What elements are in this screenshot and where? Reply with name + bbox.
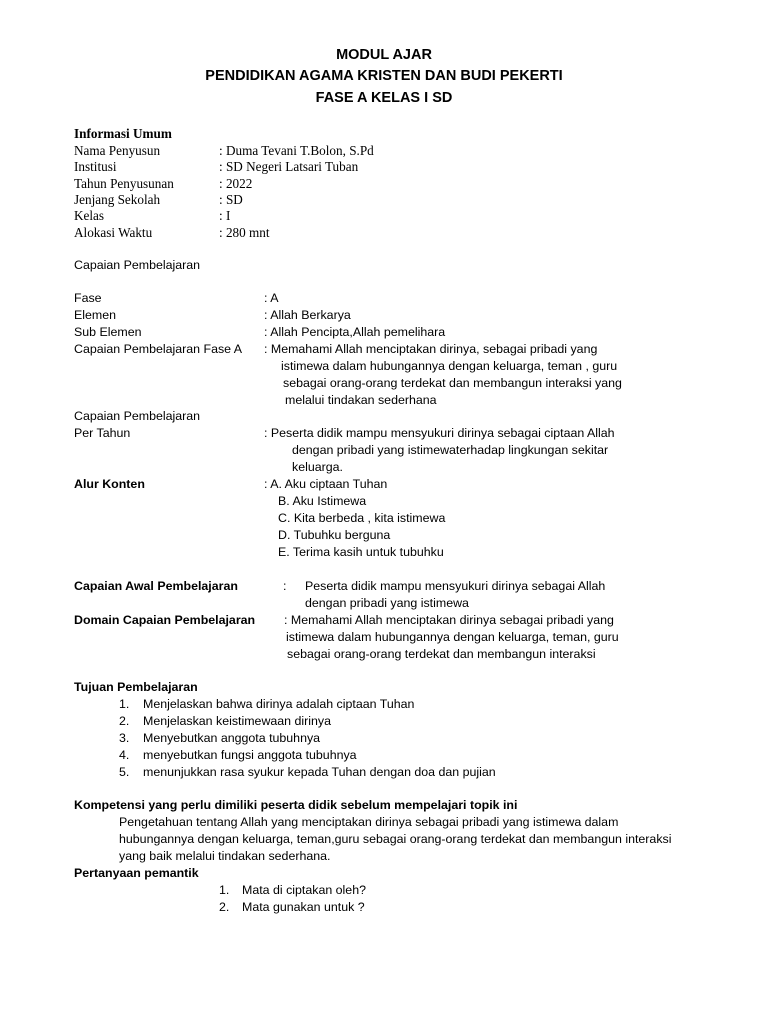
pemantik-heading: Pertanyaan pemantik bbox=[74, 866, 199, 880]
awal-colon: : bbox=[283, 579, 287, 593]
domain-cp-line: sebagai orang-orang terdekat dan membangun interaksi bbox=[287, 647, 596, 661]
capaian-heading: Capaian Pembelajaran bbox=[74, 258, 201, 272]
info-label: Jenjang Sekolah bbox=[74, 192, 161, 207]
cp-fase-label: Capaian Pembelajaran Fase A bbox=[74, 342, 243, 356]
tujuan-item: menunjukkan rasa syukur kepada Tuhan dengan doa dan pujian bbox=[143, 765, 496, 779]
elemen-value: : Allah Berkarya bbox=[264, 308, 351, 322]
cp-fase-line: istimewa dalam hubungannya dengan keluarga, teman , guru bbox=[281, 359, 618, 373]
domain-cp-label: Domain Capaian Pembelajaran bbox=[74, 613, 256, 627]
awal-line: Peserta didik mampu mensyukuri dirinya sebagai Allah bbox=[305, 579, 606, 593]
doc-title-line3: FASE A KELAS I SD bbox=[315, 90, 453, 106]
cp-fase-line: : Memahami Allah menciptakan dirinya, sebagai pribadi yang bbox=[264, 342, 598, 356]
info-value: : Duma Tevani T.Bolon, S.Pd bbox=[219, 143, 374, 158]
pemantik-num: 1. bbox=[219, 883, 230, 897]
elemen-label: Elemen bbox=[74, 308, 117, 322]
alur-item: E. Terima kasih untuk tubuhku bbox=[278, 545, 444, 559]
alur-konten-label: Alur Konten bbox=[74, 477, 145, 491]
info-umum-heading: Informasi Umum bbox=[74, 126, 172, 141]
doc-title-line1: MODUL AJAR bbox=[336, 47, 432, 63]
cp-tahun-line: keluarga. bbox=[292, 460, 343, 474]
awal-label: Capaian Awal Pembelajaran bbox=[74, 579, 238, 593]
alur-item: : A. Aku ciptaan Tuhan bbox=[264, 477, 388, 491]
kompetensi-line: hubungannya dengan keluarga, teman,guru sebagai orang-orang terdekat dan membangun interaksi bbox=[119, 832, 672, 846]
tujuan-item: Menjelaskan bahwa dirinya adalah ciptaan Tuhan bbox=[143, 697, 415, 711]
cp-tahun-line: : Peserta didik mampu mensyukuri dirinya sebagai ciptaan Allah bbox=[264, 426, 615, 440]
info-value: : SD Negeri Latsari Tuban bbox=[219, 159, 359, 174]
info-label: Nama Penyusun bbox=[74, 143, 161, 158]
pemantik-item: Mata gunakan untuk ? bbox=[242, 900, 365, 914]
tujuan-num: 1. bbox=[119, 697, 130, 711]
info-value: : 280 mnt bbox=[219, 225, 270, 240]
fase-value: : A bbox=[264, 291, 279, 305]
domain-cp-line: : Memahami Allah menciptakan dirinya sebagai pribadi yang bbox=[284, 613, 614, 627]
cp-tahun-line: dengan pribadi yang istimewaterhadap lingkungan sekitar bbox=[292, 443, 609, 457]
kompetensi-line: yang baik melalui tindakan sederhana. bbox=[119, 849, 331, 863]
cp-fase-line: sebagai orang-orang terdekat dan membangun interaksi yang bbox=[283, 376, 622, 390]
info-label: Alokasi Waktu bbox=[74, 225, 153, 240]
info-value: : I bbox=[219, 208, 231, 223]
kompetensi-line: Pengetahuan tentang Allah yang menciptakan dirinya sebagai pribadi yang istimewa dalam bbox=[119, 815, 619, 829]
sub-elemen-value: : Allah Pencipta,Allah pemelihara bbox=[264, 325, 446, 339]
sub-elemen-label: Sub Elemen bbox=[74, 325, 142, 339]
info-label: Tahun Penyusunan bbox=[74, 176, 174, 191]
tujuan-num: 5. bbox=[119, 765, 130, 779]
tujuan-num: 4. bbox=[119, 748, 130, 762]
alur-item: C. Kita berbeda , kita istimewa bbox=[278, 511, 446, 525]
alur-item: B. Aku Istimewa bbox=[278, 494, 367, 508]
alur-item: D. Tubuhku berguna bbox=[278, 528, 391, 542]
tujuan-num: 2. bbox=[119, 714, 130, 728]
fase-label: Fase bbox=[74, 291, 102, 305]
tujuan-item: menyebutkan fungsi anggota tubuhnya bbox=[143, 748, 357, 762]
info-label: Kelas bbox=[74, 208, 105, 223]
kompetensi-heading: Kompetensi yang perlu dimiliki peserta didik sebelum mempelajari topik ini bbox=[74, 798, 518, 812]
tujuan-num: 3. bbox=[119, 731, 130, 745]
pemantik-num: 2. bbox=[219, 900, 230, 914]
cp-tahun-label: Per Tahun bbox=[74, 426, 131, 440]
cp-fase-line: melalui tindakan sederhana bbox=[285, 393, 437, 407]
tujuan-item: Menyebutkan anggota tubuhnya bbox=[143, 731, 321, 745]
doc-title-line2: PENDIDIKAN AGAMA KRISTEN DAN BUDI PEKERTI bbox=[205, 68, 563, 84]
tujuan-heading: Tujuan Pembelajaran bbox=[74, 680, 198, 694]
domain-cp-line: istimewa dalam hubungannya dengan keluarga, teman, guru bbox=[286, 630, 619, 644]
info-label: Institusi bbox=[74, 159, 117, 174]
cp-tahun-label: Capaian Pembelajaran bbox=[74, 409, 201, 423]
awal-line: dengan pribadi yang istimewa bbox=[305, 596, 469, 610]
pemantik-item: Mata di ciptakan oleh? bbox=[242, 883, 366, 897]
info-value: : 2022 bbox=[219, 176, 253, 191]
tujuan-item: Menjelaskan keistimewaan dirinya bbox=[143, 714, 332, 728]
info-value: : SD bbox=[219, 192, 243, 207]
